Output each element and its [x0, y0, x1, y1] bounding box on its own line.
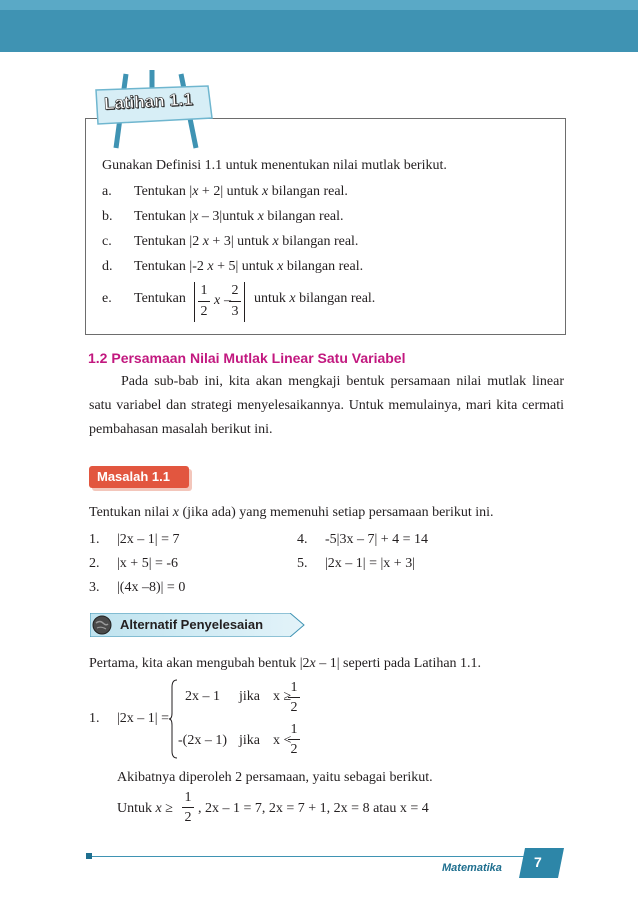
solution-lhs: |2x – 1| = — [117, 711, 170, 726]
exercise-item-b: Tentukan |x – 3|untuk x bilangan real. — [134, 209, 344, 224]
frac-den-1: 2 — [200, 304, 208, 319]
untuk-frac-den: 2 — [184, 810, 192, 825]
case1-expr: 2x – 1 — [185, 689, 220, 704]
section-paragraph: Pada sub-bab ini, kita akan mengkaji bentuk persamaan nilai mutlak linear satu variabel dan strategi menyelesaikannya. Untuk memulainya, mari kita cermati pembahasan masalah berikut ini. — [89, 374, 564, 437]
section-heading: 1.2 Persamaan Nilai Mutlak Linear Satu Variabel — [88, 350, 406, 366]
solution-result-line: Akibatnya diperoleh 2 persamaan, yaitu sebagai berikut. — [117, 770, 433, 785]
problem-tag: Masalah 1.1 — [89, 466, 189, 488]
problem-eq-5-num: 5. — [297, 556, 308, 571]
problem-intro: Tentukan nilai x (jika ada) yang memenuhi setiap persamaan berikut ini. — [89, 505, 494, 520]
exercise-item-c-label: c. — [102, 234, 112, 249]
case1-frac-num: 1 — [290, 680, 298, 695]
exercise-item-d: Tentukan |-2 x + 5| untuk x bilangan real. — [134, 259, 364, 274]
exercise-intro: Gunakan Definisi 1.1 untuk menentukan nilai mutlak berikut. — [102, 158, 447, 173]
case1-rel: x ≥ — [273, 689, 292, 704]
untuk-frac-num: 1 — [184, 790, 192, 805]
problem-eq-3-num: 3. — [89, 580, 100, 595]
problem-eq-1: |2x – 1| = 7 — [117, 532, 180, 547]
case2-expr: -(2x – 1) — [178, 733, 227, 748]
problem-eq-4-num: 4. — [297, 532, 308, 547]
problem-eq-1-num: 1. — [89, 532, 100, 547]
abs-bar-right — [244, 282, 245, 322]
exercise-title: Latihan 1.1 — [103, 89, 194, 114]
solution-intro: Pertama, kita akan mengubah bentuk |2x – 1| seperti pada Latihan 1.1. — [89, 656, 482, 671]
case1-frac-den: 2 — [290, 700, 298, 715]
exercise-item-c: Tentukan |2 x + 3| untuk x bilangan real. — [134, 234, 359, 249]
frac-bar-2 — [229, 301, 241, 302]
case2-frac-bar — [288, 739, 300, 740]
abs-bar-left — [194, 282, 195, 322]
solution-untuk: Untuk x ≥ — [117, 801, 173, 816]
case1-cond: jika — [239, 689, 260, 704]
solution-item-num: 1. — [89, 711, 100, 726]
footer-line — [90, 856, 560, 857]
case1-frac-bar — [288, 697, 300, 698]
problem-eq-2-num: 2. — [89, 556, 100, 571]
exercise-item-e-minus: – — [224, 293, 231, 308]
frac-num-1: 1 — [200, 283, 208, 298]
exercise-item-d-label: d. — [102, 259, 113, 274]
piecewise-brace — [168, 679, 178, 759]
frac-num-2: 2 — [231, 283, 239, 298]
frac-den-2: 3 — [231, 304, 239, 319]
problem-eq-5: |2x – 1| = |x + 3| — [325, 556, 416, 571]
exercise-item-a: Tentukan |x + 2| untuk x bilangan real. — [134, 184, 348, 199]
exercise-item-b-label: b. — [102, 209, 113, 224]
case2-frac-den: 2 — [290, 742, 298, 757]
footer-subject: Matematika — [442, 862, 502, 874]
footer-dot — [86, 853, 92, 859]
problem-eq-4: -5|3x – 7| + 4 = 14 — [325, 532, 429, 547]
top-banner — [0, 0, 638, 52]
case2-rel: x < — [273, 733, 292, 748]
problem-eq-2: |x + 5| = -6 — [117, 556, 179, 571]
solution-tag-label: Alternatif Penyelesaian — [120, 617, 264, 632]
exercise-item-e-prefix: Tentukan — [134, 291, 186, 306]
exercise-item-a-label: a. — [102, 184, 112, 199]
exercise-item-e-label: e. — [102, 291, 112, 306]
frac-bar-1 — [198, 301, 210, 302]
problem-eq-3: |(4x –8)| = 0 — [117, 580, 186, 595]
case2-frac-num: 1 — [290, 722, 298, 737]
exercise-item-e-var: x — [214, 293, 221, 308]
exercise-item-e-after: untuk x bilangan real. — [254, 291, 376, 306]
page-number: 7 — [534, 854, 542, 870]
untuk-frac-bar — [182, 807, 194, 808]
globe-icon — [92, 615, 112, 635]
case2-cond: jika — [239, 733, 260, 748]
solution-untuk-rest: , 2x – 1 = 7, 2x = 7 + 1, 2x = 8 atau x = 4 — [198, 801, 429, 816]
